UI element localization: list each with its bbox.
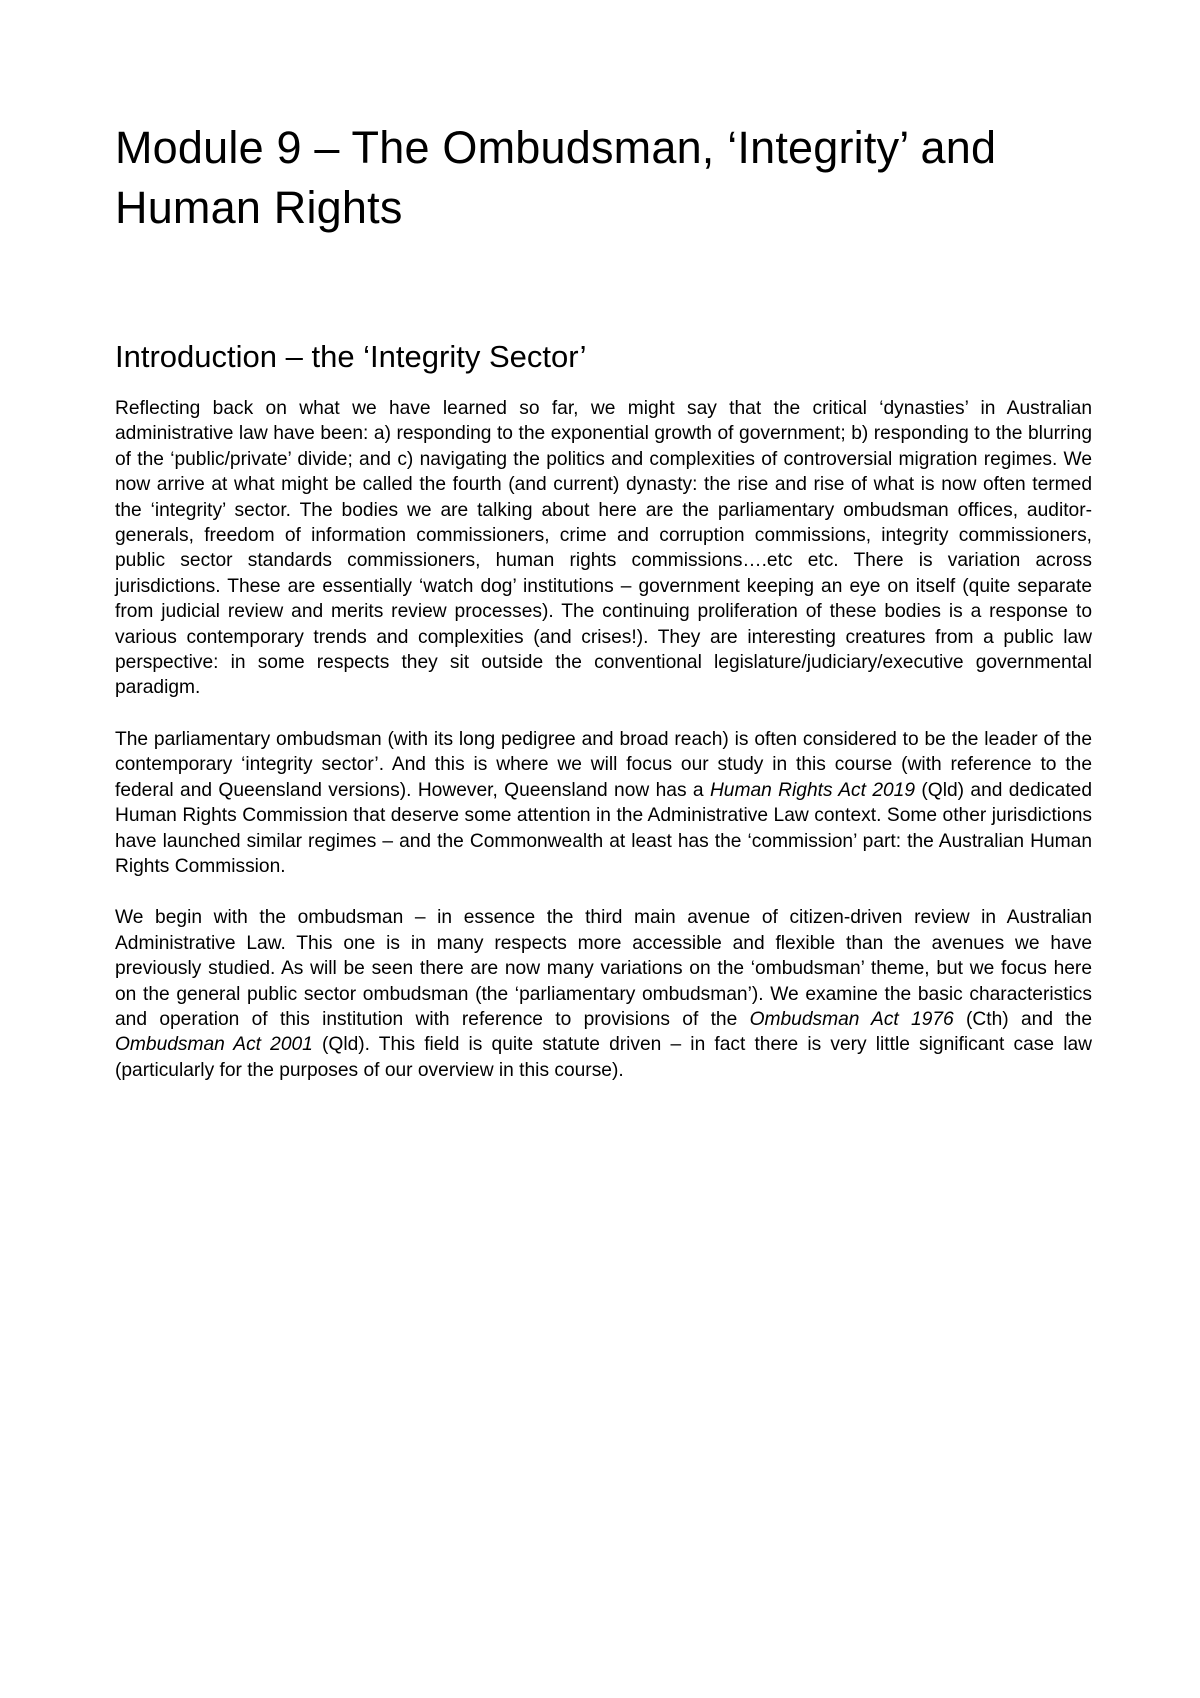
document-title: Module 9 – The Ombudsman, ‘Integrity’ and Human Rights	[115, 122, 997, 233]
paragraph-text: We begin with the ombudsman – in essence the third main avenue of citizen-driven review in Australian Administrative Law. This one is in many respects more accessible and flexible than the avenues we have previously studied. As will be seen there are now many variations on the ‘ombudsman’ theme, but we focus here on the general public sector ombudsman (the ‘parliamentary ombudsman’). We examine the basic characteristics and operation of this institution with reference to provisions of the	[115, 907, 1092, 1030]
paragraph	[115, 396, 1092, 701]
italic-citation: Human Rights Act 2019	[709, 779, 916, 801]
paragraph-text: (Cth) and the	[953, 1008, 1092, 1030]
document-page	[115, 118, 1092, 1109]
paragraph-text: The parliamentary ombudsman (with its long pedigree and broad reach) is often considered to be the leader of the contemporary ‘integrity sector’. And this is where we will focus our study in this course (with reference to the federal and Queensland versions). However, Queensland now has a	[115, 728, 1092, 801]
paragraph-text: (Qld). This field is quite statute driven – in fact there is very little significant case law (particularly for the purposes of our overview in this course).	[115, 1034, 1093, 1081]
paragraph	[115, 727, 1092, 879]
paragraph-text: Reflecting back on what we have learned so far, we might say that the critical ‘dynasties’ in Australian administrative law have been: a) responding to the exponential growth of government; b) responding to the blurring of the ‘public/private’ divide; and c) navigating the politics and complexities of controversial migration regimes. We now arrive at what might be called the fourth (and current) dynasty: the rise and rise of what is now often termed the ‘integrity’ sector. The bodies we are talking about here are the parliamentary ombudsman offices, auditor-generals, freedom of information commissioners, crime and corruption commissions, integrity commissioners, public sector standards commissioners, human rights commissions….etc etc. There is variation across jurisdictions. These are essentially ‘watch dog’ institutions – government keeping an eye on itself (quite separate from judicial review and merits review processes). The continuing proliferation of these bodies is a response to various contemporary trends and complexities (and crises!). They are interesting creatures from a public law perspective: in some respects they sit outside the conventional legislature/judiciary/executive governmental paradigm.	[115, 398, 1092, 699]
italic-citation: Ombudsman Act 2001	[115, 1034, 313, 1056]
body-text	[115, 396, 1092, 1083]
paragraph	[115, 905, 1092, 1083]
paragraph-text: (Qld) and dedicated Human Rights Commission that deserve some attention in the Administrative Law context. Some other jurisdictions have launched similar regimes – and the Commonwealth at least has the ‘commission’ part: the Australian Human Rights Commission.	[115, 779, 1092, 877]
italic-citation: Ombudsman Act 1976	[749, 1008, 954, 1030]
section-heading: Introduction – the ‘Integrity Sector’	[115, 339, 587, 374]
